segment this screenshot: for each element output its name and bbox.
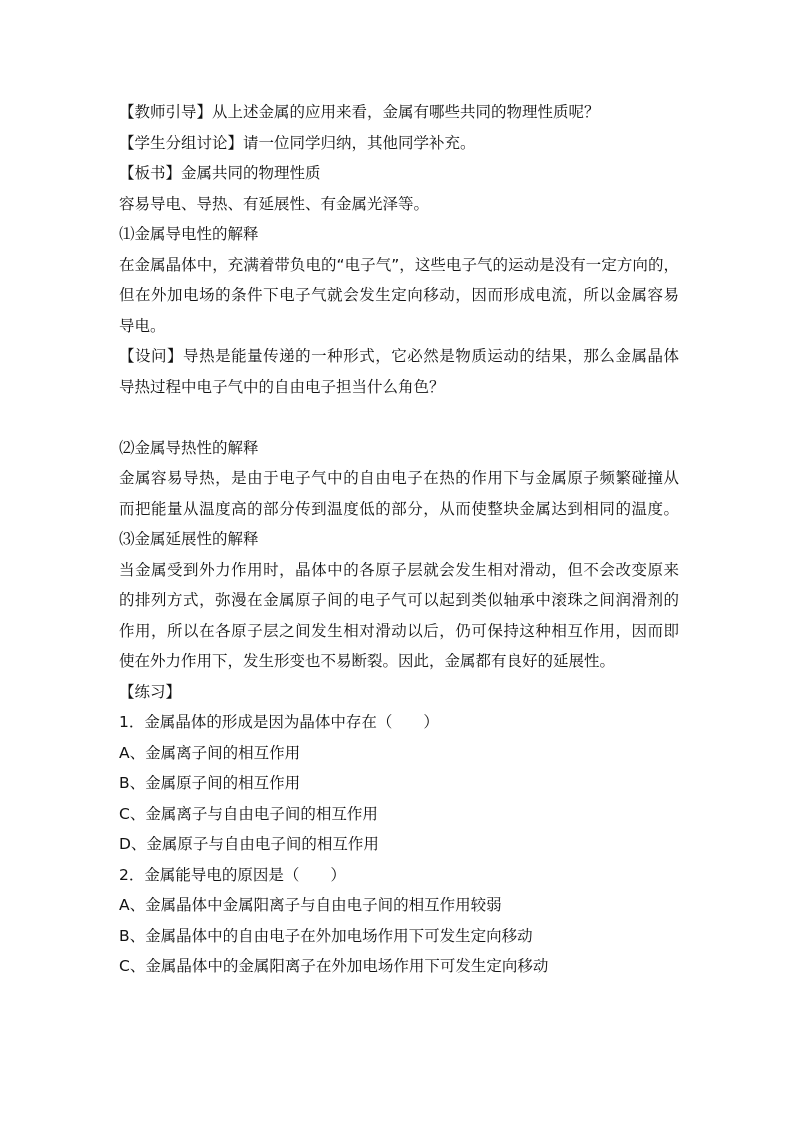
paragraph-line: 当金属受到外力作用时，晶体中的各原子层就会发生相对滑动，但不会改变原来 <box>119 560 679 579</box>
paragraph-line: 的排列方式，弥漫在金属原子间的电子气可以起到类似轴承中滚珠之间润滑剂的 <box>119 591 679 609</box>
paragraph-line: 在金属晶体中，充满着带负电的“电子气”，这些电子气的运动是没有一定方向的， <box>119 255 679 274</box>
paragraph-line: 而把能量从温度高的部分传到温度低的部分，从而使整块金属达到相同的温度。 <box>119 499 679 518</box>
document-body <box>119 97 679 982</box>
question-line: 【设问】导热是能量传递的一种形式，它必然是物质运动的结果，那么金属晶体 <box>119 347 679 365</box>
exercise-heading: 【练习】 <box>119 682 182 701</box>
question-1: 1．金属晶体的形成是因为晶体中存在（ ） <box>119 713 439 731</box>
blackboard-line: 【板书】金属共同的物理性质 <box>119 164 321 182</box>
paragraph-line: 导电。 <box>119 316 166 335</box>
paragraph-line: 金属容易导热，是由于电子气中的自由电子在热的作用下与金属原子频繁碰撞从 <box>119 469 679 487</box>
question-2-option-b: B、金属晶体中的自由电子在外加电场作用下可发生定向移动 <box>119 926 533 945</box>
paragraph-line: 使在外力作用下，发生形变也不易断裂。因此，金属都有良好的延展性。 <box>119 652 616 670</box>
question-line: 导热过程中电子气中的自由电子担当什么角色？ <box>119 377 445 396</box>
section-heading-ductility: ⑶金属延展性的解释 <box>119 530 259 548</box>
section-heading-thermal: ⑵金属导热性的解释 <box>119 438 259 457</box>
question-1-option-a: A、金属离子间的相互作用 <box>119 743 301 762</box>
student-discussion-line: 【学生分组讨论】请一位同学归纳，其他同学补充。 <box>119 133 476 152</box>
question-1-option-b: B、金属原子间的相互作用 <box>119 774 301 792</box>
properties-line: 容易导电、导热、有延展性、有金属光泽等。 <box>119 194 430 213</box>
blank-line <box>119 402 679 433</box>
paragraph-line: 作用，所以在各原子层之间发生相对滑动以后，仍可保持这种相互作用，因而即 <box>119 621 679 640</box>
teacher-guide-line: 【教师引导】从上述金属的应用来看，金属有哪些共同的物理性质呢？ <box>119 103 600 121</box>
question-2-option-a: A、金属晶体中金属阳离子与自由电子间的相互作用较弱 <box>119 896 502 914</box>
question-1-option-d: D、金属原子与自由电子间的相互作用 <box>119 835 379 853</box>
paragraph-line: 但在外加电场的条件下电子气就会发生定向移动，因而形成电流，所以金属容易 <box>119 286 679 304</box>
question-1-option-c: C、金属离子与自由电子间的相互作用 <box>119 804 378 823</box>
question-2-option-c: C、金属晶体中的金属阳离子在外加电场作用下可发生定向移动 <box>119 957 549 975</box>
question-2: 2．金属能导电的原因是（ ） <box>119 865 346 884</box>
section-heading-conductivity: ⑴金属导电性的解释 <box>119 225 259 243</box>
